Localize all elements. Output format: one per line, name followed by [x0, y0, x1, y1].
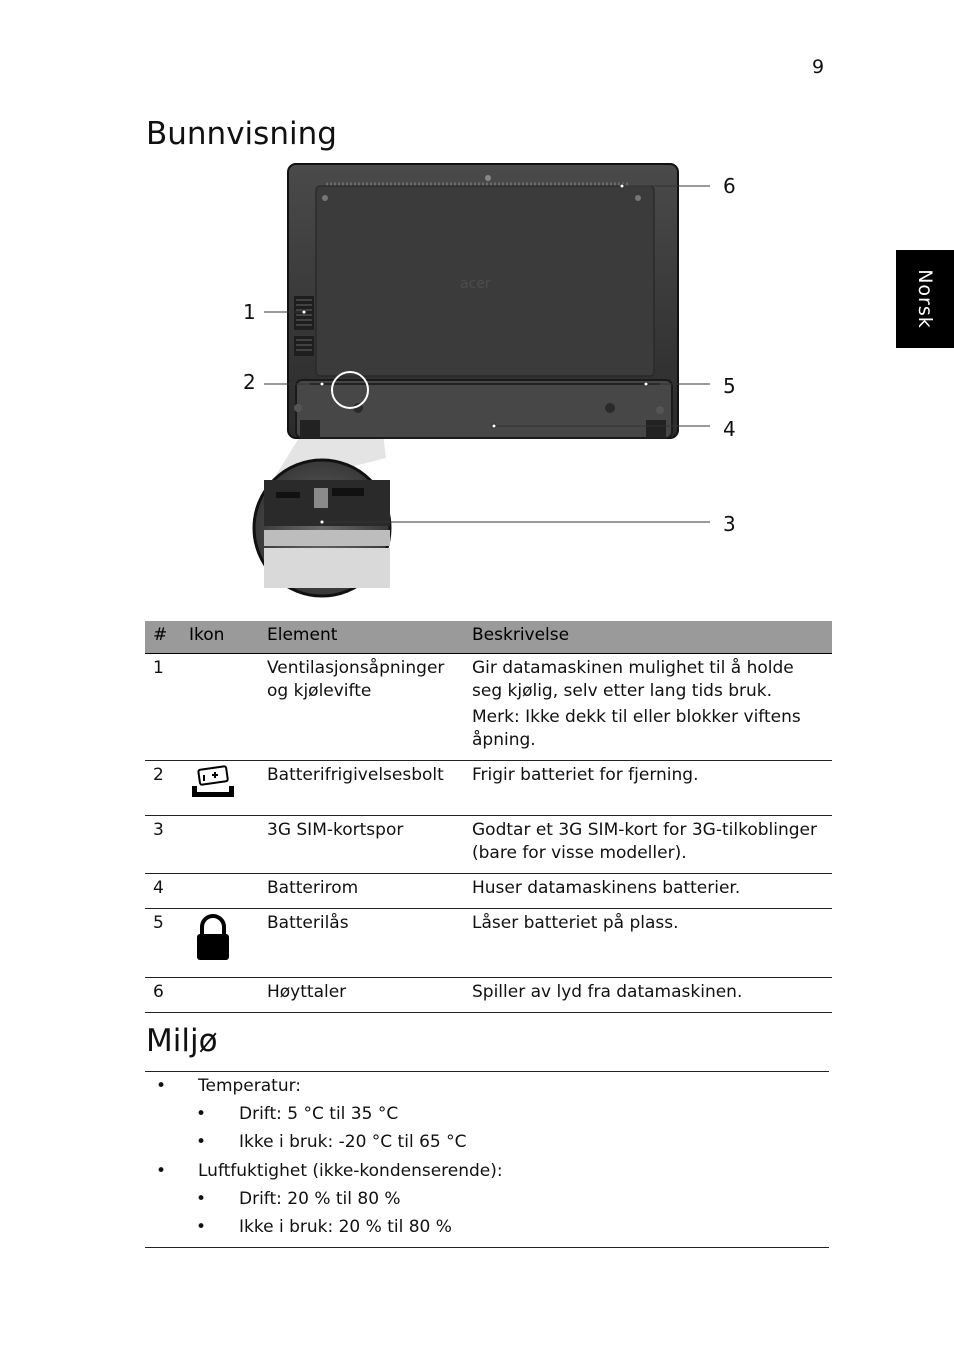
- note-label: Merk: [472, 707, 514, 727]
- row-icon-cell: [181, 874, 259, 909]
- logo-mark: acer: [460, 276, 491, 292]
- components-table: [145, 621, 832, 1013]
- row-element: 3G SIM-kortspor: [259, 816, 464, 874]
- row-number: 3: [145, 816, 181, 874]
- row-description: Gir datamaskinen mulighet til å holde seg kjølig, selv etter lang tids bruk.: [472, 658, 794, 701]
- row-description: Huser datamaskinens batterier.: [464, 874, 832, 909]
- row-icon-cell: [181, 978, 259, 1013]
- language-side-tab: [896, 250, 954, 348]
- laptop-bottom-view-figure: [230, 158, 750, 598]
- row-description: Frigir batteriet for fjerning.: [464, 761, 832, 816]
- laptop-bottom-illustration: [230, 158, 750, 598]
- row-number: 6: [145, 978, 181, 1013]
- row-description-cell: [464, 654, 832, 761]
- row-element: Høyttaler: [259, 978, 464, 1013]
- note-text: : Ikke dekk til eller blokker viftens åpning.: [472, 707, 801, 750]
- table-row: [145, 654, 832, 761]
- environment-specs: [145, 1071, 829, 1248]
- row-icon-cell: [181, 909, 259, 978]
- lock-icon: [189, 912, 237, 962]
- row-number: 5: [145, 909, 181, 978]
- header-description: Beskrivelse: [464, 621, 832, 654]
- list-item: • Temperatur:: [145, 1072, 829, 1100]
- row-element: Ventilasjonsåpninger og kjølevifte: [259, 654, 464, 761]
- callout-4: 4: [723, 417, 736, 441]
- callout-5: 5: [723, 374, 736, 398]
- row-icon-cell: [181, 761, 259, 816]
- row-element: Batterirom: [259, 874, 464, 909]
- table-header-row: [145, 621, 832, 654]
- table-row: [145, 816, 832, 874]
- row-icon-cell: [181, 816, 259, 874]
- row-number: 1: [145, 654, 181, 761]
- table-row: [145, 761, 832, 816]
- table-row: [145, 978, 832, 1013]
- row-icon-cell: [181, 654, 259, 761]
- battery-release-icon: [189, 764, 237, 800]
- battery-bay: [296, 380, 672, 438]
- row-description: Låser batteriet på plass.: [464, 909, 832, 978]
- list-item: • Luftfuktighet (ikke-kondenserende):: [145, 1157, 829, 1185]
- row-number: 4: [145, 874, 181, 909]
- callout-1: 1: [243, 300, 256, 324]
- section-title-environment: Miljø: [146, 1023, 218, 1059]
- callout-6: 6: [723, 174, 736, 198]
- callout-3: 3: [723, 512, 736, 536]
- list-item: • Ikke i bruk: -20 °C til 65 °C: [145, 1128, 829, 1156]
- list-item: • Drift: 20 % til 80 %: [145, 1185, 829, 1213]
- header-element: Element: [259, 621, 464, 654]
- side-tab-label: Norsk: [914, 269, 936, 329]
- row-element: Batterilås: [259, 909, 464, 978]
- row-description: Spiller av lyd fra datamaskinen.: [464, 978, 832, 1013]
- row-number: 2: [145, 761, 181, 816]
- table-row: [145, 909, 832, 978]
- page-number: 9: [812, 56, 825, 78]
- row-element: Batterifrigivelsesbolt: [259, 761, 464, 816]
- list-item: • Ikke i bruk: 20 % til 80 %: [145, 1213, 829, 1241]
- section-title-bottom-view: Bunnvisning: [146, 116, 337, 152]
- list-item: • Drift: 5 °C til 35 °C: [145, 1100, 829, 1128]
- header-number: #: [145, 621, 181, 654]
- table-row: [145, 874, 832, 909]
- row-description: Godtar et 3G SIM-kort for 3G-tilkoblinger (bare for visse modeller).: [464, 816, 832, 874]
- callout-2: 2: [243, 370, 256, 394]
- header-icon: Ikon: [181, 621, 259, 654]
- row-note: [472, 706, 826, 752]
